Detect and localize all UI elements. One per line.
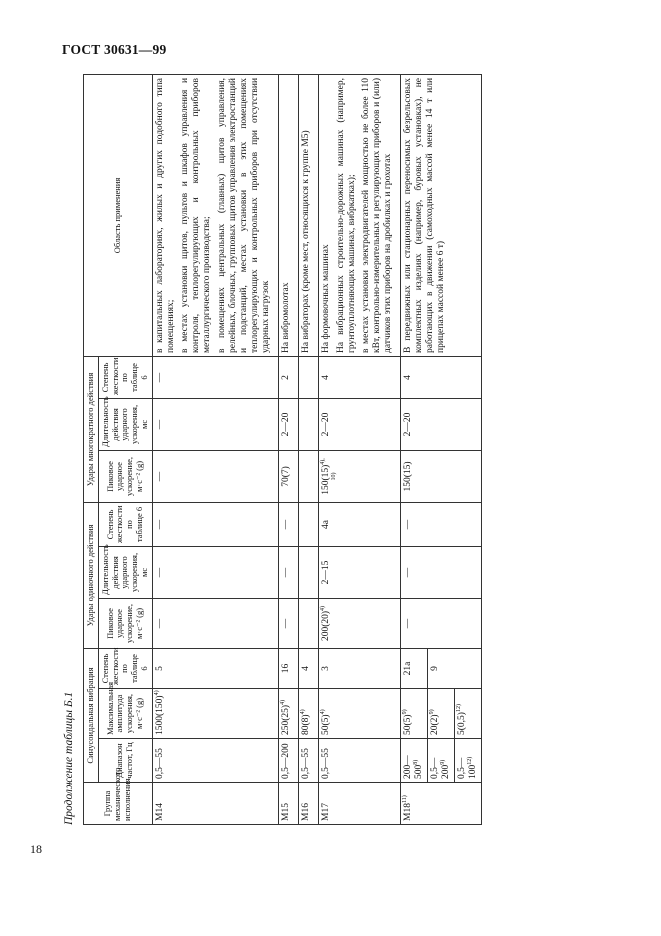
freq-cell: 0,5—200 [278, 739, 298, 783]
rotated-table-block [63, 75, 595, 825]
single-duration-cell: 2—15 [318, 546, 401, 598]
single-duration-cell: — [401, 546, 482, 598]
amplitude-cell: $20(2)^{9)}$ [428, 689, 455, 739]
multi-rigidity-cell: — [152, 356, 278, 398]
multi-duration-cell: — [152, 398, 278, 450]
single-peak-cell: — [278, 598, 298, 648]
single-rigidity-cell [298, 502, 318, 546]
multi-peak-cell: 150(15) [401, 450, 482, 502]
col-multiple-impact-header: Удары многократного действия [84, 356, 99, 502]
freq-cell: 0,5—55 [318, 739, 401, 783]
multi-duration-cell: 2—20 [278, 398, 298, 450]
amplitude-cell: $250(25)^{4)}$ [278, 689, 298, 739]
single-duration-cell: — [278, 546, 298, 598]
single-peak-cell: $200(20)^{4)}$ [318, 598, 401, 648]
single-rigidity-cell: — [278, 502, 298, 546]
rigidity-cell: 21а [401, 648, 428, 688]
multi-duration-cell: 2—20 [318, 398, 401, 450]
single-peak-cell: — [401, 598, 482, 648]
single-peak-cell: — [152, 598, 278, 648]
multi-peak-cell: 70(7) [278, 450, 298, 502]
col-group-header: Группа механического исполнения [84, 783, 153, 825]
col-single-peak-header: Пиковое ударное ускорение, м·с⁻² (g) [98, 598, 152, 648]
col-sin-rigidity-header: Степень жесткости по таблице 6 [98, 648, 152, 688]
area-cell [152, 74, 278, 356]
group-cell: М15 [278, 783, 298, 825]
group-cell: М18$^{11)}$ [401, 783, 482, 825]
group-cell: М17 [318, 783, 401, 825]
group-cell: М14 [152, 783, 278, 825]
page-number: 18 [30, 842, 42, 856]
area-cell [318, 74, 401, 356]
amplitude-cell: $5(0,5)^{12)}$ [454, 689, 481, 739]
area-paragraph: В передвижных или стационарных переносимых безрельсовых комплектных изделиях (например, буровых установках), не работающих в движении (самоходных массой менее 14 т или прицепах массой менее 6 т) [403, 77, 446, 353]
area-paragraph: в помещениях центральных (главных) щитов управления, релейных, блочных, групповых щитов управления электростанций и подстанций, местах установки в этих помещениях теплорегулирующих и контрольных приборов при отсутствии ударных нагрузок [217, 77, 271, 353]
rigidity-cell: 3 [318, 648, 401, 688]
single-peak-cell [298, 598, 318, 648]
freq-cell: 0,5—55 [298, 739, 318, 783]
freq-cell: 200—500$^{8)}$ [401, 739, 428, 783]
area-paragraph: в местах установки электродвигателей мощностью не более 110 кВт, контрольно-измерительных и регулирующих приборов и (или) датчиков этих приборов на дробилках и грохотах [361, 77, 394, 353]
rigidity-cell: 16 [278, 648, 298, 688]
table-row [318, 74, 401, 824]
freq-cell: 0,5—200$^{9)}$ [428, 739, 455, 783]
freq-cell: 0,5—55 [152, 739, 278, 783]
multi-rigidity-cell: 4 [401, 356, 482, 398]
col-sinusoidal-header: Синусоидальная вибрация [84, 648, 99, 782]
page-header: ГОСТ 30631—99 [62, 42, 167, 57]
amplitude-cell: $1500(150)^{4)}$ [152, 689, 278, 739]
col-freq-header: Диапазон частот, Гц [98, 739, 152, 783]
multi-rigidity-cell: 4 [318, 356, 401, 398]
table-row [298, 74, 318, 824]
multi-duration-cell: 2—20 [401, 398, 482, 450]
col-multi-duration-header: Длительность действия ударного ускорения, мс [98, 398, 152, 450]
col-multi-peak-header: Пиковое ударное ускорение, м·с⁻² (g) [98, 450, 152, 502]
group-cell: М16 [298, 783, 318, 825]
table-caption: Продолжение таблицы Б.1 [63, 691, 75, 825]
table-row [152, 74, 278, 824]
multi-peak-cell [298, 450, 318, 502]
amplitude-cell: $80(8)^{4)}$ [298, 689, 318, 739]
rigidity-cell: 9 [428, 648, 482, 688]
freq-cell: 0,5—100$^{12)}$ [454, 739, 481, 783]
area-cell [298, 74, 318, 356]
area-paragraph: в местах установки щитов, пультов и шкафов управления и контроля, теплорегулирующих и контрольных приборов металлургического производства; [180, 77, 213, 353]
header-row-1 [84, 74, 99, 824]
area-paragraph: На вибраторах (кроме мест, относящихся к группе М5) [300, 130, 311, 353]
multi-peak-cell: — [152, 450, 278, 502]
single-rigidity-cell: — [152, 502, 278, 546]
area-paragraph: На формовочных машинах [320, 244, 331, 353]
multi-peak-cell: $150(15)^{4), 10)}$ [318, 450, 401, 502]
area-cell [278, 74, 298, 356]
single-rigidity-cell: 4а [318, 502, 401, 546]
amplitude-cell: $50(5)^{9)}$ [401, 689, 428, 739]
area-paragraph: в капитальных лабораториях, жилых и других подобного типа помещениях; [154, 77, 176, 353]
col-single-rigidity-header: Степень жесткости по таблице 6 [98, 502, 152, 546]
multi-duration-cell [298, 398, 318, 450]
col-area-header: Область применения [84, 74, 153, 356]
multi-rigidity-cell [298, 356, 318, 398]
area-paragraph: На вибромолотах [280, 282, 291, 353]
table-row [278, 74, 298, 824]
area-paragraph: На вибрационных строительно-дорожных машинах (например, грунтоуплотняющих машинах, вибркатках); [335, 77, 357, 353]
area-cell [401, 74, 482, 356]
rigidity-cell: 4 [298, 648, 318, 688]
col-multi-rigidity-header: Степень жесткости по таблице 6 [98, 356, 152, 398]
amplitude-cell: $50(5)^{4)}$ [318, 689, 401, 739]
col-amplitude-header: Максимальная амплитуда ускорения, м·с⁻² (g) [98, 689, 152, 739]
col-single-impact-header: Удары одиночного действия [84, 502, 99, 648]
single-duration-cell [298, 546, 318, 598]
conditions-table [83, 74, 482, 825]
multi-rigidity-cell: 2 [278, 356, 298, 398]
col-single-duration-header: Длительность действия ударного ускорения, мс [98, 546, 152, 598]
table-row [401, 74, 428, 824]
rigidity-cell: 5 [152, 648, 278, 688]
single-rigidity-cell: — [401, 502, 482, 546]
single-duration-cell: — [152, 546, 278, 598]
